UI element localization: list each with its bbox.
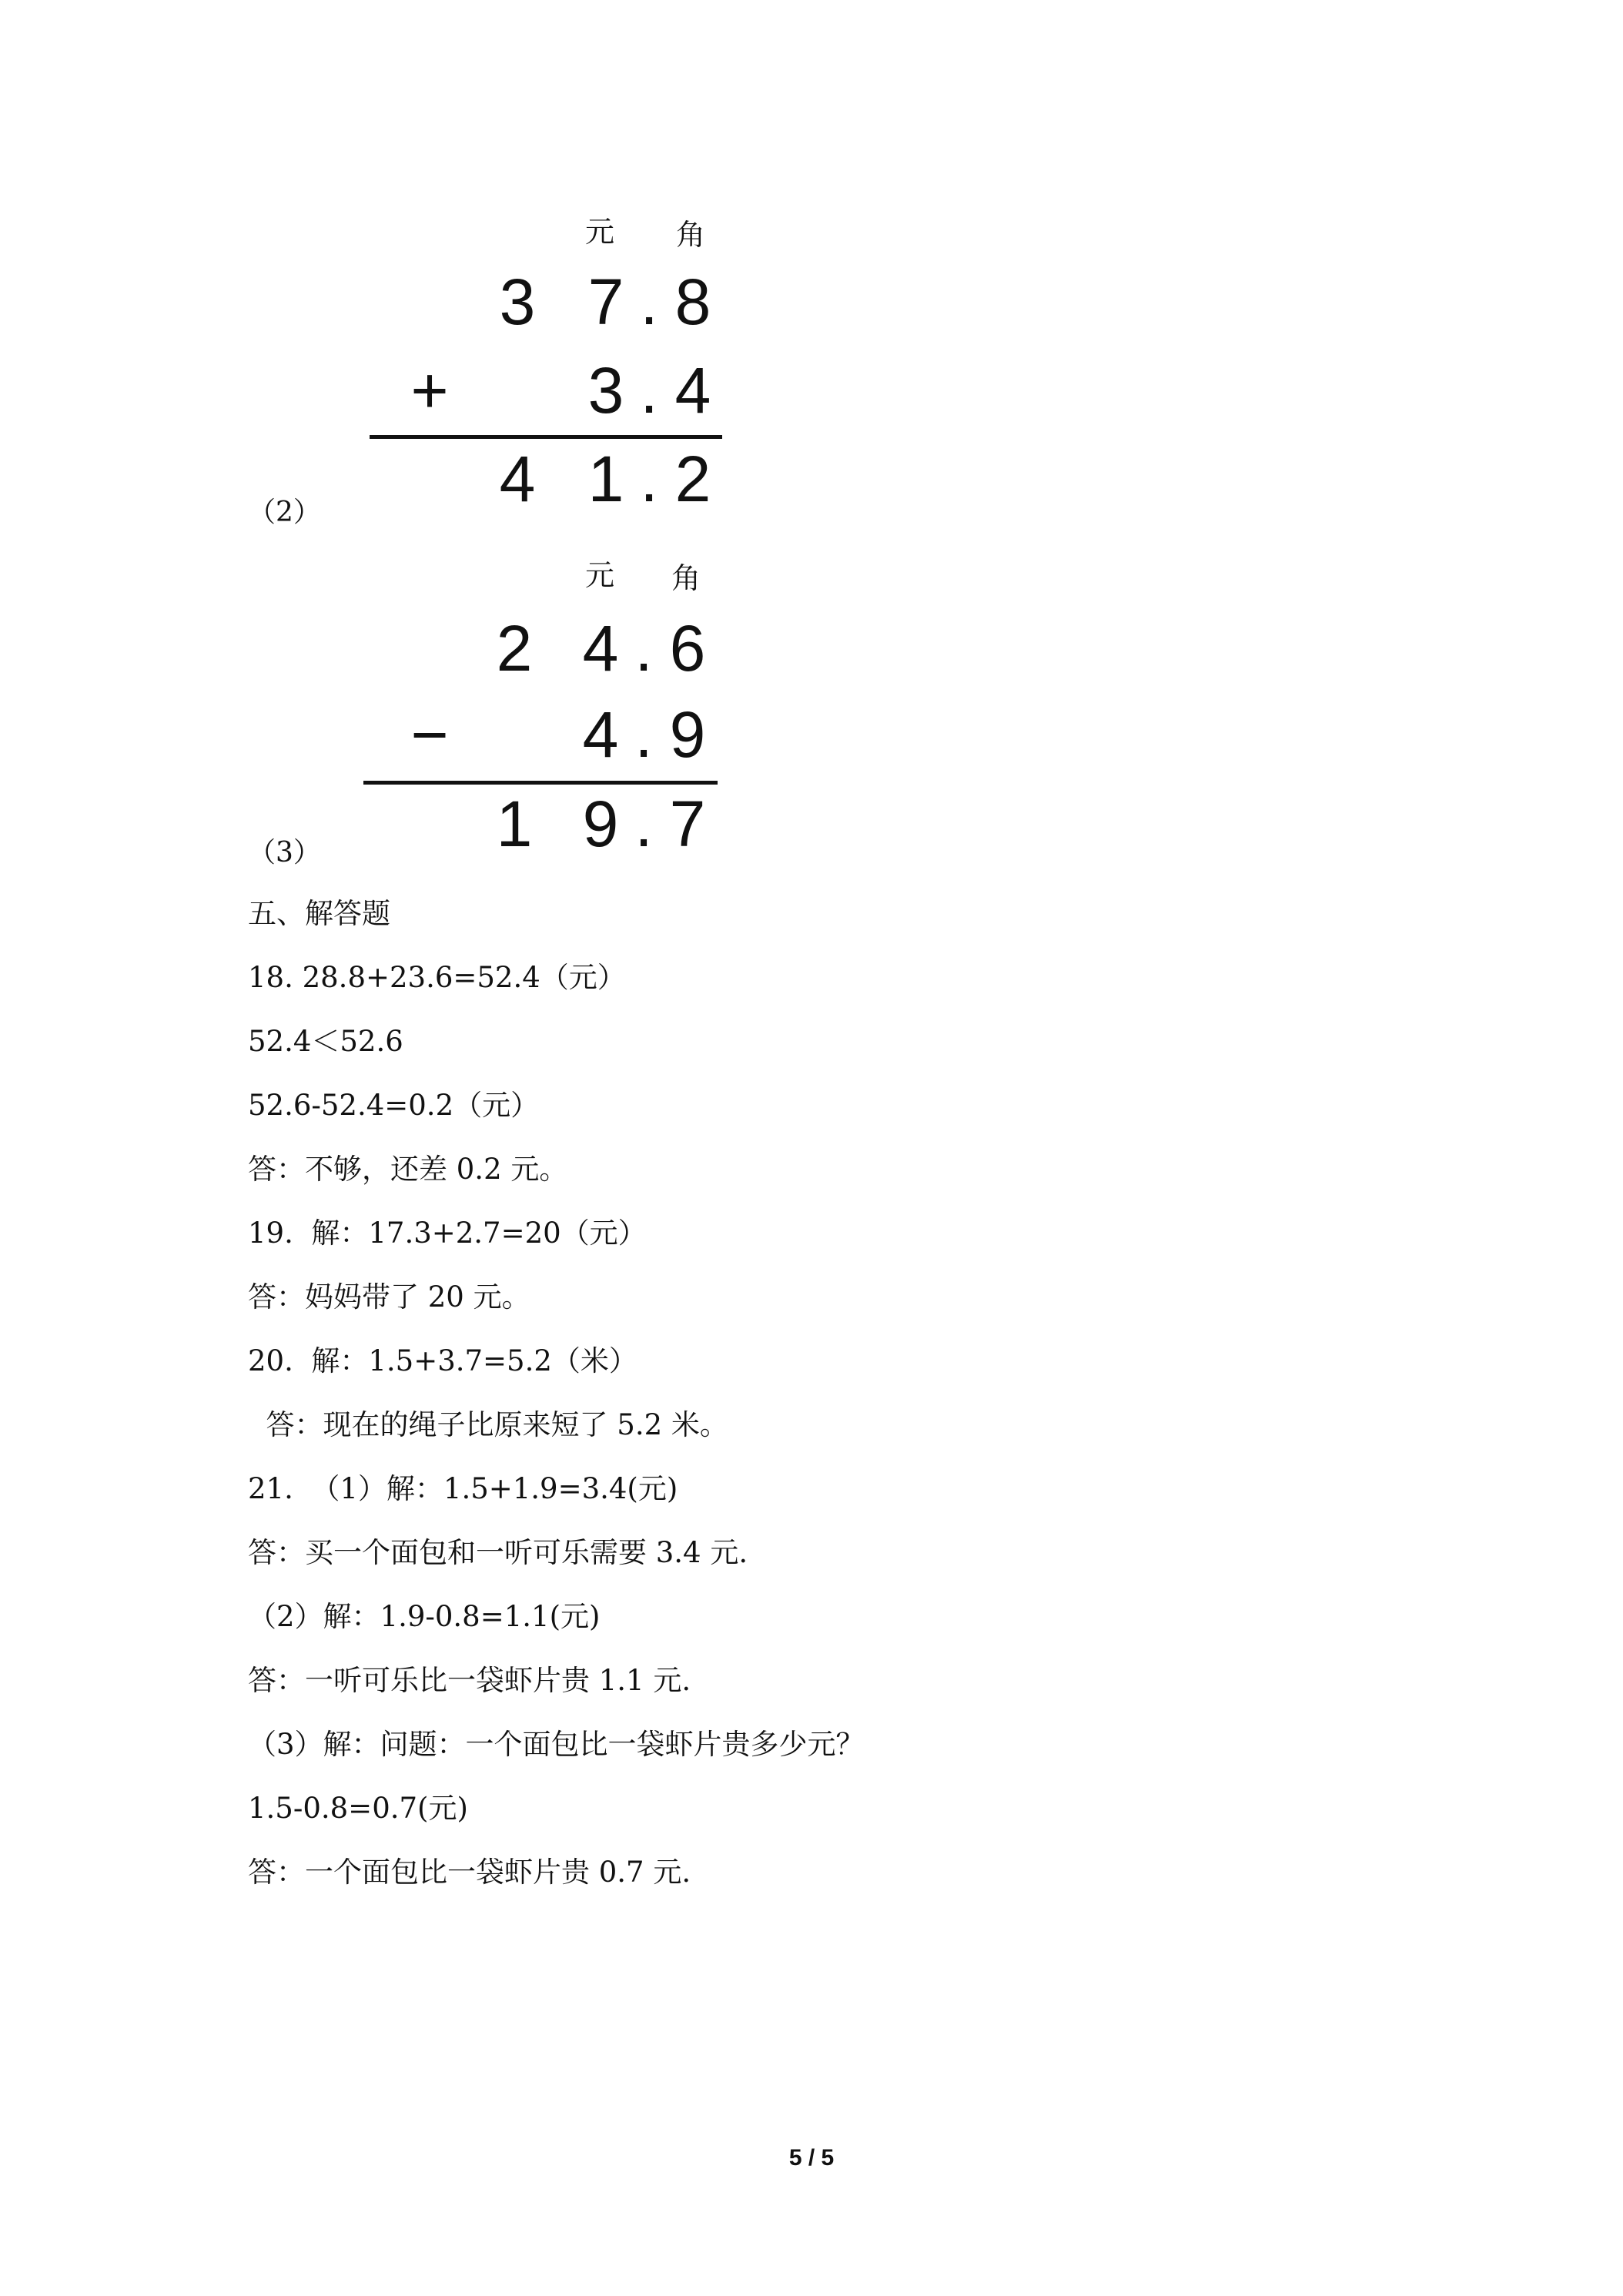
section-heading: 五、解答题	[248, 897, 390, 930]
calc-digit: .	[634, 612, 653, 684]
calc-digit: .	[634, 788, 653, 860]
calc-digit: 8	[674, 266, 711, 338]
header-jiao: 角	[676, 218, 706, 252]
calc-digit: 3	[499, 266, 536, 338]
calc-digit: 4	[582, 698, 619, 771]
header-jiao: 角	[671, 561, 701, 595]
answer-line: 20. 解：1.5+3.7=5.2（米）	[248, 1344, 637, 1377]
calc-digit: 7	[587, 266, 624, 338]
calc-operator: +	[410, 354, 449, 427]
answer-line: 答：不够，还差 0.2 元。	[248, 1153, 568, 1186]
calc-digit: .	[640, 443, 658, 515]
calc-digit: 3	[587, 354, 624, 427]
vertical-calc-3	[0, 0, 770, 885]
page-number: 5 / 5	[788, 2145, 835, 2170]
calc-digit: 2	[674, 443, 711, 515]
item-label-3: （3）	[248, 837, 321, 869]
calc-digit: 9	[582, 788, 619, 860]
calc-operator: −	[410, 698, 449, 771]
answer-line: 答：现在的绳子比原来短了 5.2 米。	[248, 1408, 728, 1441]
calc-digit: 4	[582, 612, 619, 684]
answer-line: 答：一听可乐比一袋虾片贵 1.1 元.	[248, 1664, 691, 1697]
difference-line	[363, 781, 718, 785]
answer-line: 52.4＜52.6	[248, 1025, 403, 1058]
answer-line: 答：妈妈带了 20 元。	[248, 1280, 530, 1314]
calc-digit: 1	[496, 788, 533, 860]
calc-digit: 4	[674, 354, 711, 427]
header-yuan: 元	[585, 215, 615, 249]
answer-line: 1.5-0.8=0.7(元)	[248, 1792, 468, 1825]
calc-digit: 6	[669, 612, 706, 684]
answer-line: 19. 解：17.3+2.7=20（元）	[248, 1217, 647, 1250]
calc-digit: .	[634, 698, 653, 771]
calc-digit: .	[640, 266, 658, 338]
answer-line: 答：买一个面包和一听可乐需要 3.4 元.	[248, 1536, 748, 1569]
answer-line: 答：一个面包比一袋虾片贵 0.7 元.	[248, 1856, 691, 1889]
calc-digit: 1	[587, 443, 624, 515]
calc-digit: .	[640, 354, 658, 427]
calc-digit: 4	[499, 443, 536, 515]
answer-line: （3）解：问题：一个面包比一袋虾片贵多少元？	[248, 1728, 865, 1761]
header-yuan: 元	[585, 558, 615, 592]
item-label-2: （2）	[248, 497, 321, 528]
answer-line: 21. （1）解：1.5+1.9=3.4(元)	[248, 1472, 678, 1505]
calc-digit: 7	[669, 788, 706, 860]
answer-line: 18. 28.8+23.6=52.4（元）	[248, 961, 626, 994]
answer-line: （2）解：1.9-0.8=1.1(元)	[248, 1600, 601, 1633]
answer-line: 52.6-52.4=0.2（元）	[248, 1089, 540, 1122]
calc-digit: 9	[669, 698, 706, 771]
calc-digit: 2	[496, 612, 533, 684]
